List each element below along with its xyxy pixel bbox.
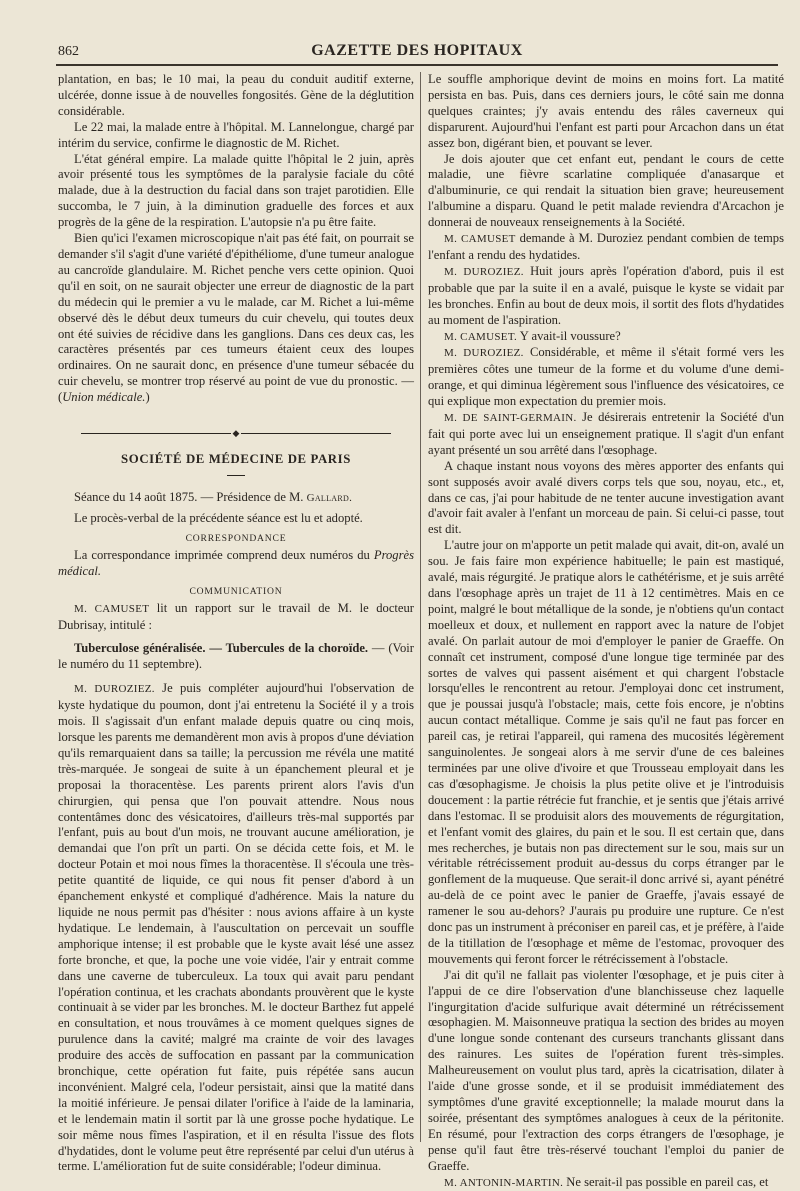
paragraph-text: Bien qu'ici l'examen microscopique n'ait pas été fait, on pourrait se demander s'il s'agit d'une variété d'épithéliome, d'une tumeur analogue au cancroïde glandulaire. M. Richet penche vers cette opinion. Quoi qu'il en soit, on ne saurait objecter une erreur de diagnostic de la part du médecin qui le premier a vu le malade, car M. Richet a lui-même observé dès le début deux tumeurs du cuir chevelu, qui toutes deux ont été suivies de récidive dans les ganglions. Dans ces deux cas, les caractères présentés par ces tumeurs étaient ceux des loupes ordinaires. On ne saurait donc, en présence d'une tumeur sébacée du cuir chevelu, se montrer trop réservé au point de vue du pronostic. — ( (58, 231, 414, 405)
speaker-name: M. DUROZIEZ. (444, 265, 524, 278)
speaker-paragraph (428, 329, 784, 346)
minutes-line: Le procès-verbal de la précédente séance est lu et adopté. (74, 510, 363, 525)
correspondance-paragraph (58, 548, 414, 580)
left-column (58, 72, 415, 1174)
speaker-text: Je puis compléter aujourd'hui l'observation de kyste hydatique du poumon, dont j'ai entretenu la Société il y a trois mois. Il s'agissait d'un enfant malade depuis quatre ou cinq mois, lorsque les parents me demandèrent mon avis à propos d'une déviation qu'ils remarquaient dans sa taille; la percussion me révéla une matité très-marquée. Je songeai de suite à un épanchement pleural et je proposai la thoracentèse. Les parents prirent alors l'avis d'un chirurgien, qui pensa que l'on pouvait attendre. Nous nous contentâmes donc des vésicatoires, d'ailleurs très-mal supportés par l'enfant, puis au bout d'un mois, ne trouvant aucune amélioration, je demandai que l'on prît un parti. On se décida cette fois, et M. le docteur Potain et moi nous fîmes la thoracentèse. Il s'écoula une très-petite quantité de liquide, ce qui nous fit penser d'abord à un épanchement enkysté et compliqué d'adhérence. Mais la nature du liquide ne nous permit pas d'hésiter : nous avions affaire à un kyste hydatique. Le lendemain, à l'auscultation on percevait un souffle amphorique intense; il est probable que le kyste avait lésé une assez forte bronche, et que, la poche une voie vidée, l'air y entrait comme dans une caverne de tuberculeux. La toux qui avait paru pendant l'opération continua, et les crachats abondants prouvèrent que le kyste continuait à se vider par les bronches. M. le docteur Barthez fut appelé en consultation, et nous trouvâmes à ce moment quelques signes de purulence dans la cavité; malgré ma crainte de voir des lavages produire des accès de suffocation en passant par la communication bronchique, cette opération fut faite, puis répétée sans aucun inconvénient. Malgré cela, l'odeur persistait, ainsi que la matité dans la moitié inférieure. Je pensai dilater l'orifice à l'aide de la laminaria, et le lendemain matin il sortit par là une grosse poche hydatique. Le soir même nous fîmes l'aspiration, et il en résulta l'issue des flots d'hydatides, dont le volume peut être représenté par celui d'un utérus à terme. L'amélioration fut de suite considérable; l'odeur diminua. (58, 681, 415, 1174)
speaker-name: M. CAMUSET. (444, 330, 518, 343)
speaker-paragraph (428, 410, 784, 459)
speaker-name: M. DE SAINT-GERMAIN. (444, 412, 577, 425)
paragraph: Le 22 mai, la malade entre à l'hôpital. M. Lannelongue, chargé par intérim du service, confirme le diagnostic de M. Richet. (58, 119, 414, 150)
speaker-text: Huit jours après l'opération d'abord, puis il est probable que par la suite il en a avalé, puisque le kyste se vidait par les bronches. Enfin au bout de deux mois, il sortit des flots d'hydatides au moment de l'aspiration. (428, 263, 784, 327)
communication-heading: COMMUNICATION (189, 585, 283, 597)
article-columns (58, 72, 785, 1189)
paragraph: Le souffle amphorique devint de moins en moins fort. La matité persista en bas. Puis, dans ces derniers jours, le côté sain me donna quelques craintes; j'y avais entendu des râles caverneux qui disparurent. Aujourd'hui l'enfant est parti pour Arcachon dans un état assez bon, digérant bien, et pouvant se lever. (428, 72, 784, 150)
speaker-paragraph (428, 231, 784, 264)
paragraph (58, 231, 414, 406)
speaker-paragraph (58, 601, 414, 634)
heading-underline (227, 475, 245, 476)
speaker-text: demande à M. Duroziez pendant combien de temps l'enfant a rendu des hydatides. (428, 231, 785, 262)
paper-title: Tuberculose généralisée. — Tubercules de la choroïde. (74, 641, 369, 656)
speaker-name: M. ANTONIN-MARTIN. (444, 1176, 564, 1189)
paragraph: J'ai dit qu'il ne fallait pas violenter l'œsophage, et je puis citer à l'appui de ce dire l'observation d'une blanchisseuse chez laquelle l'ingurgitation d'acide sulfurique avait déterminé un rétrécissement œsophagien. M. Maisonneuve pratiqua la section des brides au moyen d'une longue sonde contenant des curseurs tranchants glissant dans des rainures. Les suites de l'opération furent très-simples. Malheureusement on voulut plus tard, après la cicatrisation, dilater à l'aide d'une grosse sonde, et il se produisit immédiatement des symptômes d'une gravité exceptionnelle; la malade mourut dans la soirée, présentant des symptômes analogues à ceux de la péritonite. En résumé, pour l'extraction des corps étrangers de l'œsophage, je pense qu'il faut être très-réservé touchant l'emploi du panier de Graeffe. (428, 967, 784, 1173)
closing-paren: ) (145, 390, 150, 405)
speaker-paragraph (58, 681, 414, 1175)
paragraph: A chaque instant nous voyons des mères apporter des enfants qui sont supposés avoir avalé divers corps tels que sou, noyau, etc., et, dans ce cas, j'ai pour habitude de ne tenter aucune investigation avant d'avoir fait avaler à l'enfant un morceau de pain. Si celui-ci passe, tout est dit. (428, 458, 784, 537)
page-header (56, 38, 778, 66)
paragraph: plantation, en bas; le 10 mai, la peau du conduit auditif externe, ulcérée, donne issue à de nouvelles fongosités. Gène de la déglutition considérable. (58, 72, 414, 118)
column-divider (420, 72, 421, 1142)
speaker-text: Y avait-il voussure? (517, 328, 621, 343)
journal-title: GAZETTE DES HOPITAUX (311, 42, 523, 59)
session-text: Séance du 14 août 1875. — Présidence de M. (74, 490, 307, 505)
speaker-text: lit un rapport sur le travail de M. le docteur Dubrisay, intitulé : (58, 600, 414, 632)
paragraph: Je dois ajouter que cet enfant eut, pendant le cours de cette maladie, une fièvre scarlatine compliquée d'anasarque et d'albuminurie, ce qui rendait la situation bien grave; heureusement l'albumine a disparu. Quand le petit malade reviendra d'Arcachon je donnerai de nouveaux renseignements à la Société. (428, 151, 784, 230)
correspondance-text: La correspondance imprimée comprend deux numéros du (74, 547, 374, 562)
section-divider: ◆ (58, 424, 414, 442)
source-citation: Union médicale. (62, 390, 146, 405)
speaker-paragraph (428, 264, 784, 329)
paper-reference: — (Voir le numéro du 11 septembre). (58, 641, 414, 672)
society-heading: SOCIÉTÉ DE MÉDECINE DE PARIS (121, 452, 351, 467)
speaker-name: M. CAMUSET (74, 602, 150, 615)
speaker-paragraph (428, 1175, 784, 1191)
president-name: Gallard. (306, 492, 353, 505)
speaker-paragraph (428, 345, 784, 410)
correspondance-heading: CORRESPONDANCE (185, 532, 287, 544)
speaker-text: Considérable, et même il s'était formé vers les premières côtes une tumeur de la forme et du volume d'une demi-orange, et qui diminua légèrement sous l'influence des vésicatoires, ce qui explique mon expectation du premier mois. (428, 345, 784, 409)
speaker-text: Je désirerais entretenir la Société d'un fait qui porte avec lui un enseignement pratique. Il s'agit d'un enfant ayant présenté un sou arrêté dans l'œsophage. (428, 410, 784, 457)
speaker-name: M. CAMUSET (444, 233, 516, 246)
paper-title-paragraph (58, 641, 414, 673)
paragraph: L'autre jour on m'apporte un petit malade qui avait, dit-on, avalé un sou. Je fais faire mon expérience habituelle; le pain est mastiqué, avalé, mais régurgité. Je pratique alors le cathétérisme, et je suis arrêté dans l'œsophage après un trajet de 11 à 12 centimètres. Mais en ce point, malgré le bout métallique de la sonde, je n'obtiens qu'un contact moelleux et doux, et nullement en rapport avec la nature de l'objet avalé. On parlait autour de moi d'employer le panier de Graeffe. On connaît cet instrument, composé d'une longue tige terminée par des sortes de valves qui passent aisément et qui chargent l'obstacle lorsqu'elles le rencontrent au retour. J'employai donc cet instrument, que je poussai jusqu'à l'obstacle; mais, cette fois encore, je n'obtins aucun contact métallique. Comme je sais qu'il ne faut pas forcer en pareil cas, je retirai l'appareil, qui ramena des mucosités légèrement sanguinolentes. Je songeai alors à me servir d'une de ces baleines terminées par une olive d'ivoire et que Trousseau employait dans les cas d'œsophagisme. Je choisis la plus petite olive et je l'introduisis doucement : la partie rétrécie fut franchie, et je sentis que j'étais arrivé dans l'estomac. Il se produisit alors des mouvements de régurgitation, et l'enfant vomit des glaires, du pain et le sou. Il est certain que, dans mes recherches, je butais non pas directement sur le sou, mais sur un véritable rétrécissement produit au-dessus du corps étranger par le gonflement de la muqueuse. Que serait-il donc arrivé si, ayant pénétré au-delà de ce point avec le panier de Graeffe, j'avais essayé de ramener le sou au-dehors? J'aurais pu produire une rupture. Ce n'est donc pas un instrument à préconiser en pareil cas, et je préfère, à l'aide de la titillation de l'œsophage et même de l'estomac, provoquer des mouvements qui feront forcer le rétrécissement à l'obstacle. (428, 538, 784, 966)
speaker-name: M. DUROZIEZ. (74, 683, 155, 696)
paragraph: L'état général empire. La malade quitte l'hôpital le 2 juin, après avoir présenté tous les symptômes de la paralysie faciale du côté malade, due à la destruction du facial dans son trajet parotidien. Elle succomba, le 7 juin, à la diminution graduelle des forces et aux progrès de la gêne de la respiration. L'autopsie n'a pu être faite. (58, 151, 414, 230)
session-line (58, 490, 414, 507)
speaker-text: Ne serait-il pas possible en pareil cas, et (563, 1174, 769, 1189)
speaker-name: M. DUROZIEZ. (444, 347, 524, 360)
journal-citation: Progrès médical. (58, 547, 414, 578)
right-column (428, 72, 785, 1189)
page-number: 862 (58, 44, 79, 59)
